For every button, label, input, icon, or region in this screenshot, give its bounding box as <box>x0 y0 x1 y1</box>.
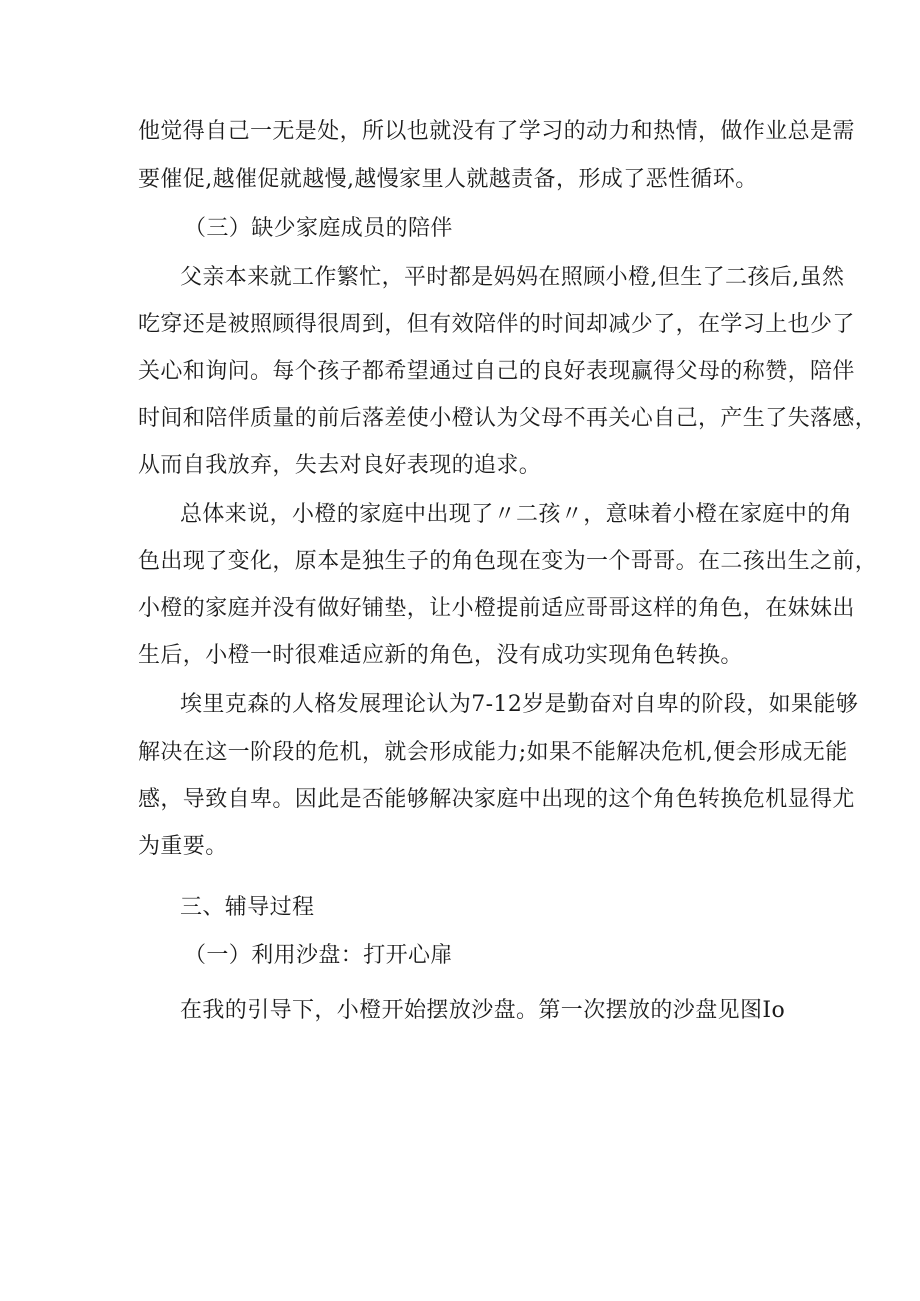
paragraph-line: 从而自我放弃，失去对良好表现的追求。 <box>138 453 542 478</box>
paragraph-line: 总体来说，小橙的家庭中出现了〃二孩〃，意味着小橙在家庭中的角 <box>180 502 853 527</box>
subsection-heading: （三）缺少家庭成员的陪伴 <box>184 216 453 241</box>
paragraph-line: 要催促,越催促就越慢,越慢家里人就越责备，形成了恶性循环。 <box>138 167 758 192</box>
section-heading: 三、辅导过程 <box>180 895 315 920</box>
paragraph-line: 解决在这一阶段的危机，就会形成能力;如果不能解决危机,便会形成无能 <box>138 740 848 765</box>
paragraph-line: 埃里克森的人格发展理论认为7-12岁是勤奋对自卑的阶段，如果能够 <box>180 692 859 717</box>
paragraph-line: 时间和陪伴质量的前后落差使小橙认为父母不再关心自己，产生了失落感， <box>138 406 878 431</box>
paragraph-line: 小橙的家庭并没有做好铺垫，让小橙提前适应哥哥这样的角色，在妹妹出 <box>138 596 855 621</box>
subsection-heading: （一）利用沙盘：打开心扉 <box>184 943 453 968</box>
paragraph-line: 父亲本来就工作繁忙，平时都是妈妈在照顾小橙,但生了二孩后,虽然 <box>180 265 845 290</box>
paragraph-line: 色出现了变化，原本是独生子的角色现在变为一个哥哥。在二孩出生之前， <box>138 549 878 574</box>
paragraph-line: 为重要。 <box>138 834 228 859</box>
paragraph-line: 关心和询问。每个孩子都希望通过自己的良好表现赢得父母的称赞，陪伴 <box>138 359 855 384</box>
paragraph-line: 吃穿还是被照顾得很周到，但有效陪伴的时间却减少了，在学习上也少了 <box>138 312 855 337</box>
paragraph-line: 生后，小橙一时很难适应新的角色，没有成功实现角色转换。 <box>138 643 743 668</box>
paragraph-line: 他觉得自己一无是处，所以也就没有了学习的动力和热情，做作业总是需 <box>138 119 855 144</box>
paragraph-line: 在我的引导下，小橙开始摆放沙盘。第一次摆放的沙盘见图Io <box>180 998 786 1023</box>
paragraph-line: 感，导致自卑。因此是否能够解决家庭中出现的这个角色转换危机显得尤 <box>138 787 855 812</box>
